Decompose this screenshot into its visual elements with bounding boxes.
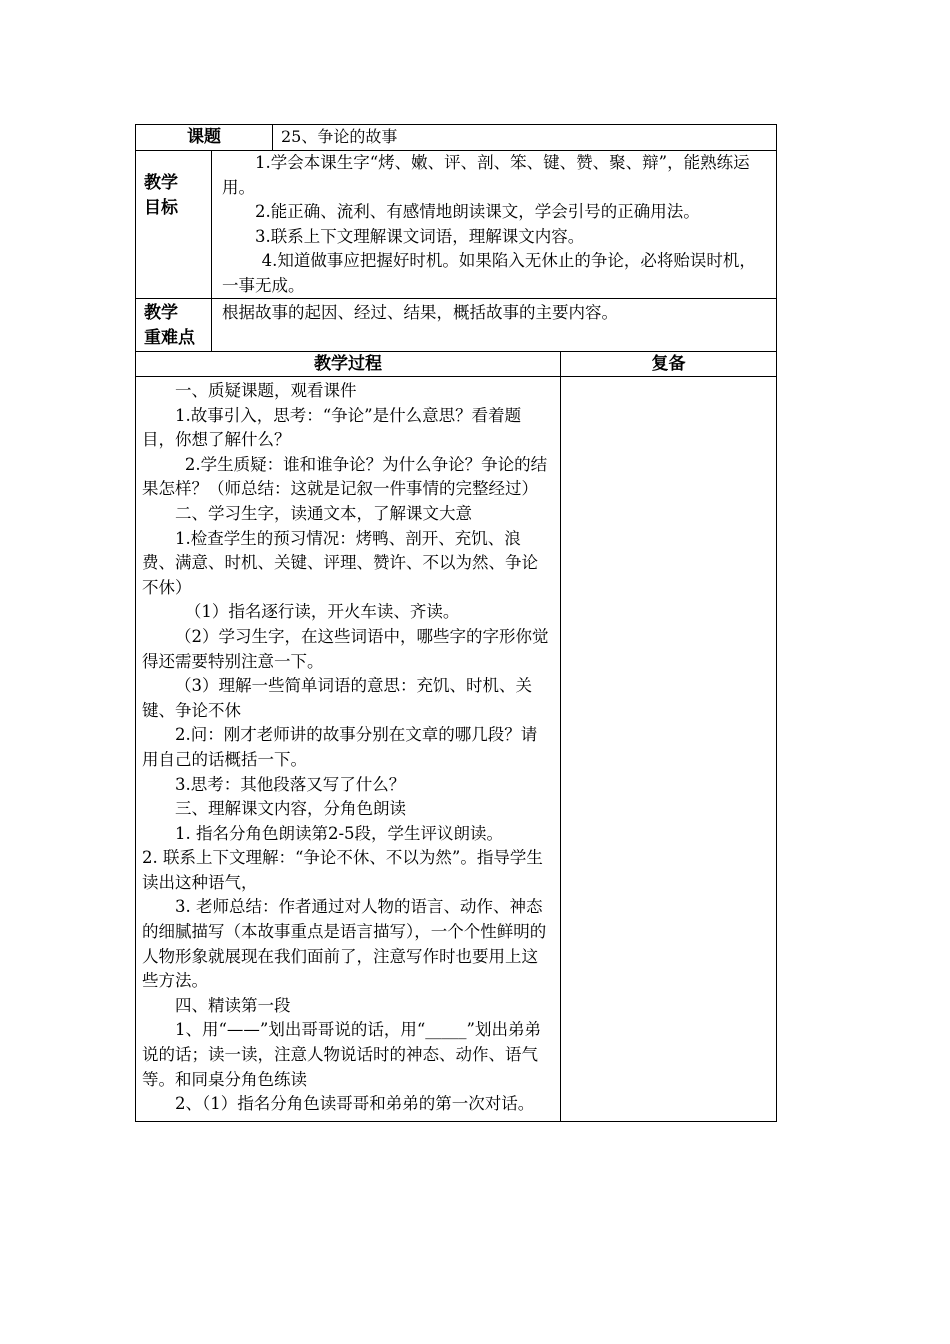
notes-header: 复备: [561, 352, 777, 377]
topic-value: 25、争论的故事: [273, 125, 777, 151]
process-paragraph: 二、学习生字，读通文本，了解课文大意: [175, 503, 472, 523]
goal-item: 3.联系上下文理解课文词语，理解课文内容。: [255, 226, 585, 246]
goals-label-line1: 教学: [144, 173, 178, 193]
process-paragraph: 1、用“——”划出哥哥说的话，用“_____”划出弟弟说的话；读一读，注意人物说话时的神态、动作、语气等。和同桌分角色练读: [142, 1020, 541, 1089]
process-content: [136, 377, 561, 1122]
process-paragraph: 2. 联系上下文理解：“争论不休、不以为然”。指导学生读出这种语气，: [142, 848, 543, 892]
process-paragraph: 1.检查学生的预习情况：烤鸭、剖开、充饥、浪费、满意、时机、关键、评理、赞许、不以为然、争论不休）: [142, 528, 538, 597]
process-paragraph: 2、（1）指名分角色读哥哥和弟弟的第一次对话。: [175, 1094, 535, 1114]
goal-item: 2.能正确、流利、有感情地朗读课文，学会引号的正确用法。: [255, 202, 700, 221]
process-body-row: [136, 377, 777, 1122]
process-header: 教学过程: [136, 352, 561, 377]
process-paragraph: （1）指名逐行读，开火车读、齐读。: [184, 602, 460, 622]
goals-content: [212, 151, 777, 299]
process-paragraph: 1.故事引入，思考：“争论”是什么意思？看着题目，你想了解什么？: [142, 405, 522, 450]
goals-label: [136, 151, 212, 299]
goals-label-line2: 目标: [144, 198, 178, 218]
goal-item: 4.知道做事应把握好时机。如果陷入无休止的争论，必将贻误时机，一事无成。: [222, 251, 756, 295]
process-paragraph: 一、质疑课题，观看课件: [175, 381, 357, 400]
process-paragraph: 三、理解课文内容，分角色朗读: [175, 799, 406, 819]
goal-item: 1.学会本课生字“烤、嫩、评、剖、笨、键、赞、聚、辩”，能熟练运用。: [222, 153, 750, 197]
key-points-row: [136, 299, 777, 352]
lesson-plan-table: [135, 124, 777, 1122]
key-points-label: [136, 299, 212, 352]
process-paragraph: 1. 指名分角色朗读第2-5段，学生评议朗读。: [175, 823, 504, 843]
process-paragraph: 3.思考：其他段落又写了什么？: [175, 774, 406, 794]
process-paragraph: 3. 老师总结：作者通过对人物的语言、动作、神态的细腻描写（本故事重点是语言描写），一个个性鲜明的人物形象就展现在我们面前了，注意写作时也要用上这些方法。: [142, 897, 547, 991]
process-paragraph: 2.问：刚才老师讲的故事分别在文章的哪几段？请用自己的话概括一下。: [142, 725, 538, 769]
topic-row: [136, 125, 777, 151]
key-points-label-line1: 教学: [144, 303, 178, 323]
goals-row: [136, 151, 777, 299]
key-points-content: 根据故事的起因、经过、结果，概括故事的主要内容。: [212, 299, 777, 352]
process-paragraph: 四、精读第一段: [175, 995, 291, 1015]
process-paragraph: 2.学生质疑：谁和谁争论？为什么争论？争论的结果怎样？（师总结：这就是记叙一件事情的完整经过）: [142, 454, 548, 499]
notes-column: [561, 377, 777, 1122]
key-points-label-line2: 重难点: [144, 328, 195, 348]
process-paragraph: （2）学习生字，在这些词语中，哪些字的字形你觉得还需要特别注意一下。: [142, 626, 549, 671]
process-paragraph: （3）理解一些简单词语的意思：充饥、时机、关键、争论不休: [142, 676, 532, 720]
process-header-row: [136, 352, 777, 377]
topic-label: 课题: [136, 125, 273, 151]
